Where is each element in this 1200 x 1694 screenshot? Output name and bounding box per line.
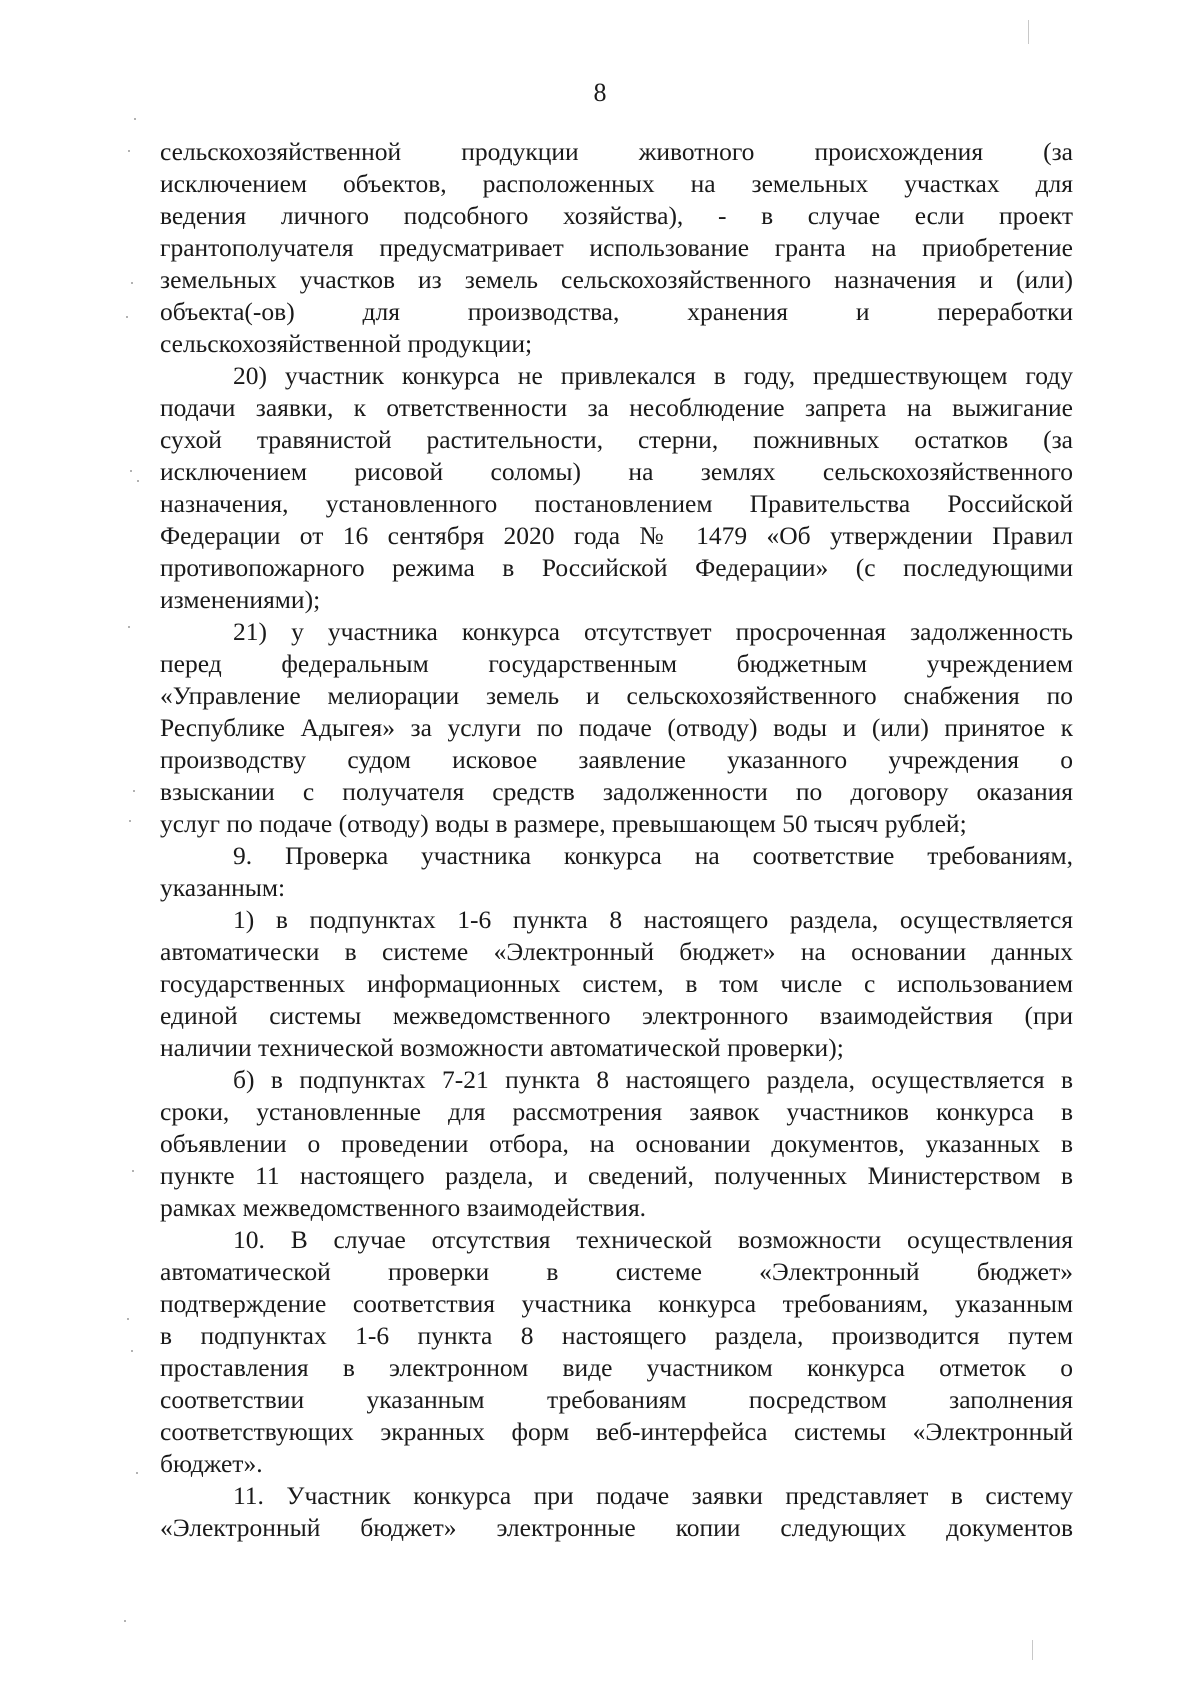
paragraph-section-11	[160, 1480, 1073, 1544]
text-line: объекта(-ов) для производства, хранения и переработки	[160, 297, 1073, 326]
text-line: изменениями);	[160, 585, 321, 614]
scan-speck	[128, 150, 130, 152]
text-line: перед федеральным государственным бюджетным учреждением	[160, 649, 1073, 678]
text-line: объявлении о проведении отбора, на основании документов, указанных в	[160, 1129, 1073, 1158]
text-line: сельскохозяйственной продукции;	[160, 329, 533, 358]
text-line: Федерации от 16 сентября 2020 года № 1479 «Об утверждении Правил	[160, 521, 1073, 550]
scan-speck	[124, 1620, 126, 1622]
text-line: сухой травянистой растительности, стерни, пожнивных остатков (за	[160, 425, 1073, 454]
scan-edge-mark	[1032, 1640, 1033, 1660]
text-line: подачи заявки, к ответственности за несоблюдение запрета на выжигание	[160, 393, 1073, 422]
paragraph-section-10	[160, 1224, 1073, 1480]
scan-speck	[136, 1472, 138, 1474]
scan-speck	[131, 282, 133, 284]
text-line: Республике Адыгея» за услуги по подаче (отводу) воды и (или) принятое к	[160, 713, 1073, 742]
text-line: 10. В случае отсутствия технической возможности осуществления	[233, 1225, 1073, 1254]
text-line: услуг по подаче (отводу) воды в размере, превышающем 50 тысяч рублей;	[160, 809, 967, 838]
text-line: подтверждение соответствия участника конкурса требованиям, указанным	[160, 1289, 1073, 1318]
text-line: указанным:	[160, 873, 286, 902]
scan-speck	[133, 790, 135, 792]
text-line: сроки, установленные для рассмотрения заявок участников конкурса в	[160, 1097, 1073, 1126]
scan-edge-mark	[1028, 20, 1029, 44]
text-line: ведения личного подсобного хозяйства), - в случае если проект	[160, 201, 1073, 230]
text-line: земельных участков из земель сельскохозяйственного назначения и (или)	[160, 265, 1073, 294]
text-line: «Электронный бюджет» электронные копии следующих документов	[160, 1513, 1073, 1542]
text-line: б) в подпунктах 7-21 пункта 8 настоящего раздела, осуществляется в	[233, 1065, 1073, 1094]
text-line: рамках межведомственного взаимодействия.	[160, 1193, 647, 1222]
paragraph-section-9	[160, 840, 1073, 904]
text-line: наличии технической возможности автоматической проверки);	[160, 1033, 844, 1062]
text-line: соответствующих экранных форм веб-интерфейса системы «Электронный	[160, 1417, 1073, 1446]
scan-speck	[130, 470, 132, 472]
paragraph-continuation	[160, 136, 1073, 360]
text-line: единой системы межведомственного электронного взаимодействия (при	[160, 1001, 1073, 1030]
text-line: соответствии указанным требованиям посредством заполнения	[160, 1385, 1073, 1414]
text-line: 11. Участник конкурса при подаче заявки представляет в систему	[233, 1481, 1073, 1510]
scan-speck	[134, 118, 136, 120]
text-line: назначения, установленного постановлением Правительства Российской	[160, 489, 1073, 518]
scan-speck	[127, 1318, 129, 1320]
paragraph-subitem-b	[160, 1064, 1073, 1224]
scan-speck	[129, 820, 131, 822]
text-line: государственных информационных систем, в том числе с использованием	[160, 969, 1073, 998]
scan-speck	[131, 1350, 133, 1352]
text-line: автоматически в системе «Электронный бюджет» на основании данных	[160, 937, 1073, 966]
text-line: исключением объектов, расположенных на земельных участках для	[160, 169, 1073, 198]
text-line: автоматической проверки в системе «Электронный бюджет»	[160, 1257, 1073, 1286]
document-body	[160, 136, 1073, 1544]
scan-speck	[126, 316, 128, 318]
page-number: 8	[593, 78, 607, 107]
text-line: бюджет».	[160, 1449, 263, 1478]
text-line: 9. Проверка участника конкурса на соответствие требованиям,	[233, 841, 1073, 870]
text-line: исключением рисовой соломы) на землях сельскохозяйственного	[160, 457, 1073, 486]
paragraph-item-20	[160, 360, 1073, 616]
scan-speck	[137, 480, 139, 482]
text-line: 1) в подпунктах 1-6 пункта 8 настоящего раздела, осуществляется	[233, 905, 1073, 934]
text-line: взыскании с получателя средств задолженности по договору оказания	[160, 777, 1073, 806]
text-line: 20) участник конкурса не привлекался в году, предшествующем году	[233, 361, 1073, 390]
scan-speck	[128, 626, 130, 628]
text-line: проставления в электронном виде участником конкурса отметок о	[160, 1353, 1073, 1382]
text-line: «Управление мелиорации земель и сельскохозяйственного снабжения по	[160, 681, 1073, 710]
scan-speck	[132, 1170, 134, 1172]
text-line: пункте 11 настоящего раздела, и сведений, полученных Министерством в	[160, 1161, 1073, 1190]
text-line: 21) у участника конкурса отсутствует просроченная задолженность	[233, 617, 1073, 646]
text-line: в подпунктах 1-6 пункта 8 настоящего раздела, производится путем	[160, 1321, 1073, 1350]
paragraph-item-21	[160, 616, 1073, 840]
text-line: противопожарного режима в Российской Федерации» (с последующими	[160, 553, 1073, 582]
text-line: грантополучателя предусматривает использование гранта на приобретение	[160, 233, 1073, 262]
paragraph-subitem-1	[160, 904, 1073, 1064]
text-line: производству судом исковое заявление указанного учреждения о	[160, 745, 1073, 774]
text-line: сельскохозяйственной продукции животного происхождения (за	[160, 137, 1073, 166]
